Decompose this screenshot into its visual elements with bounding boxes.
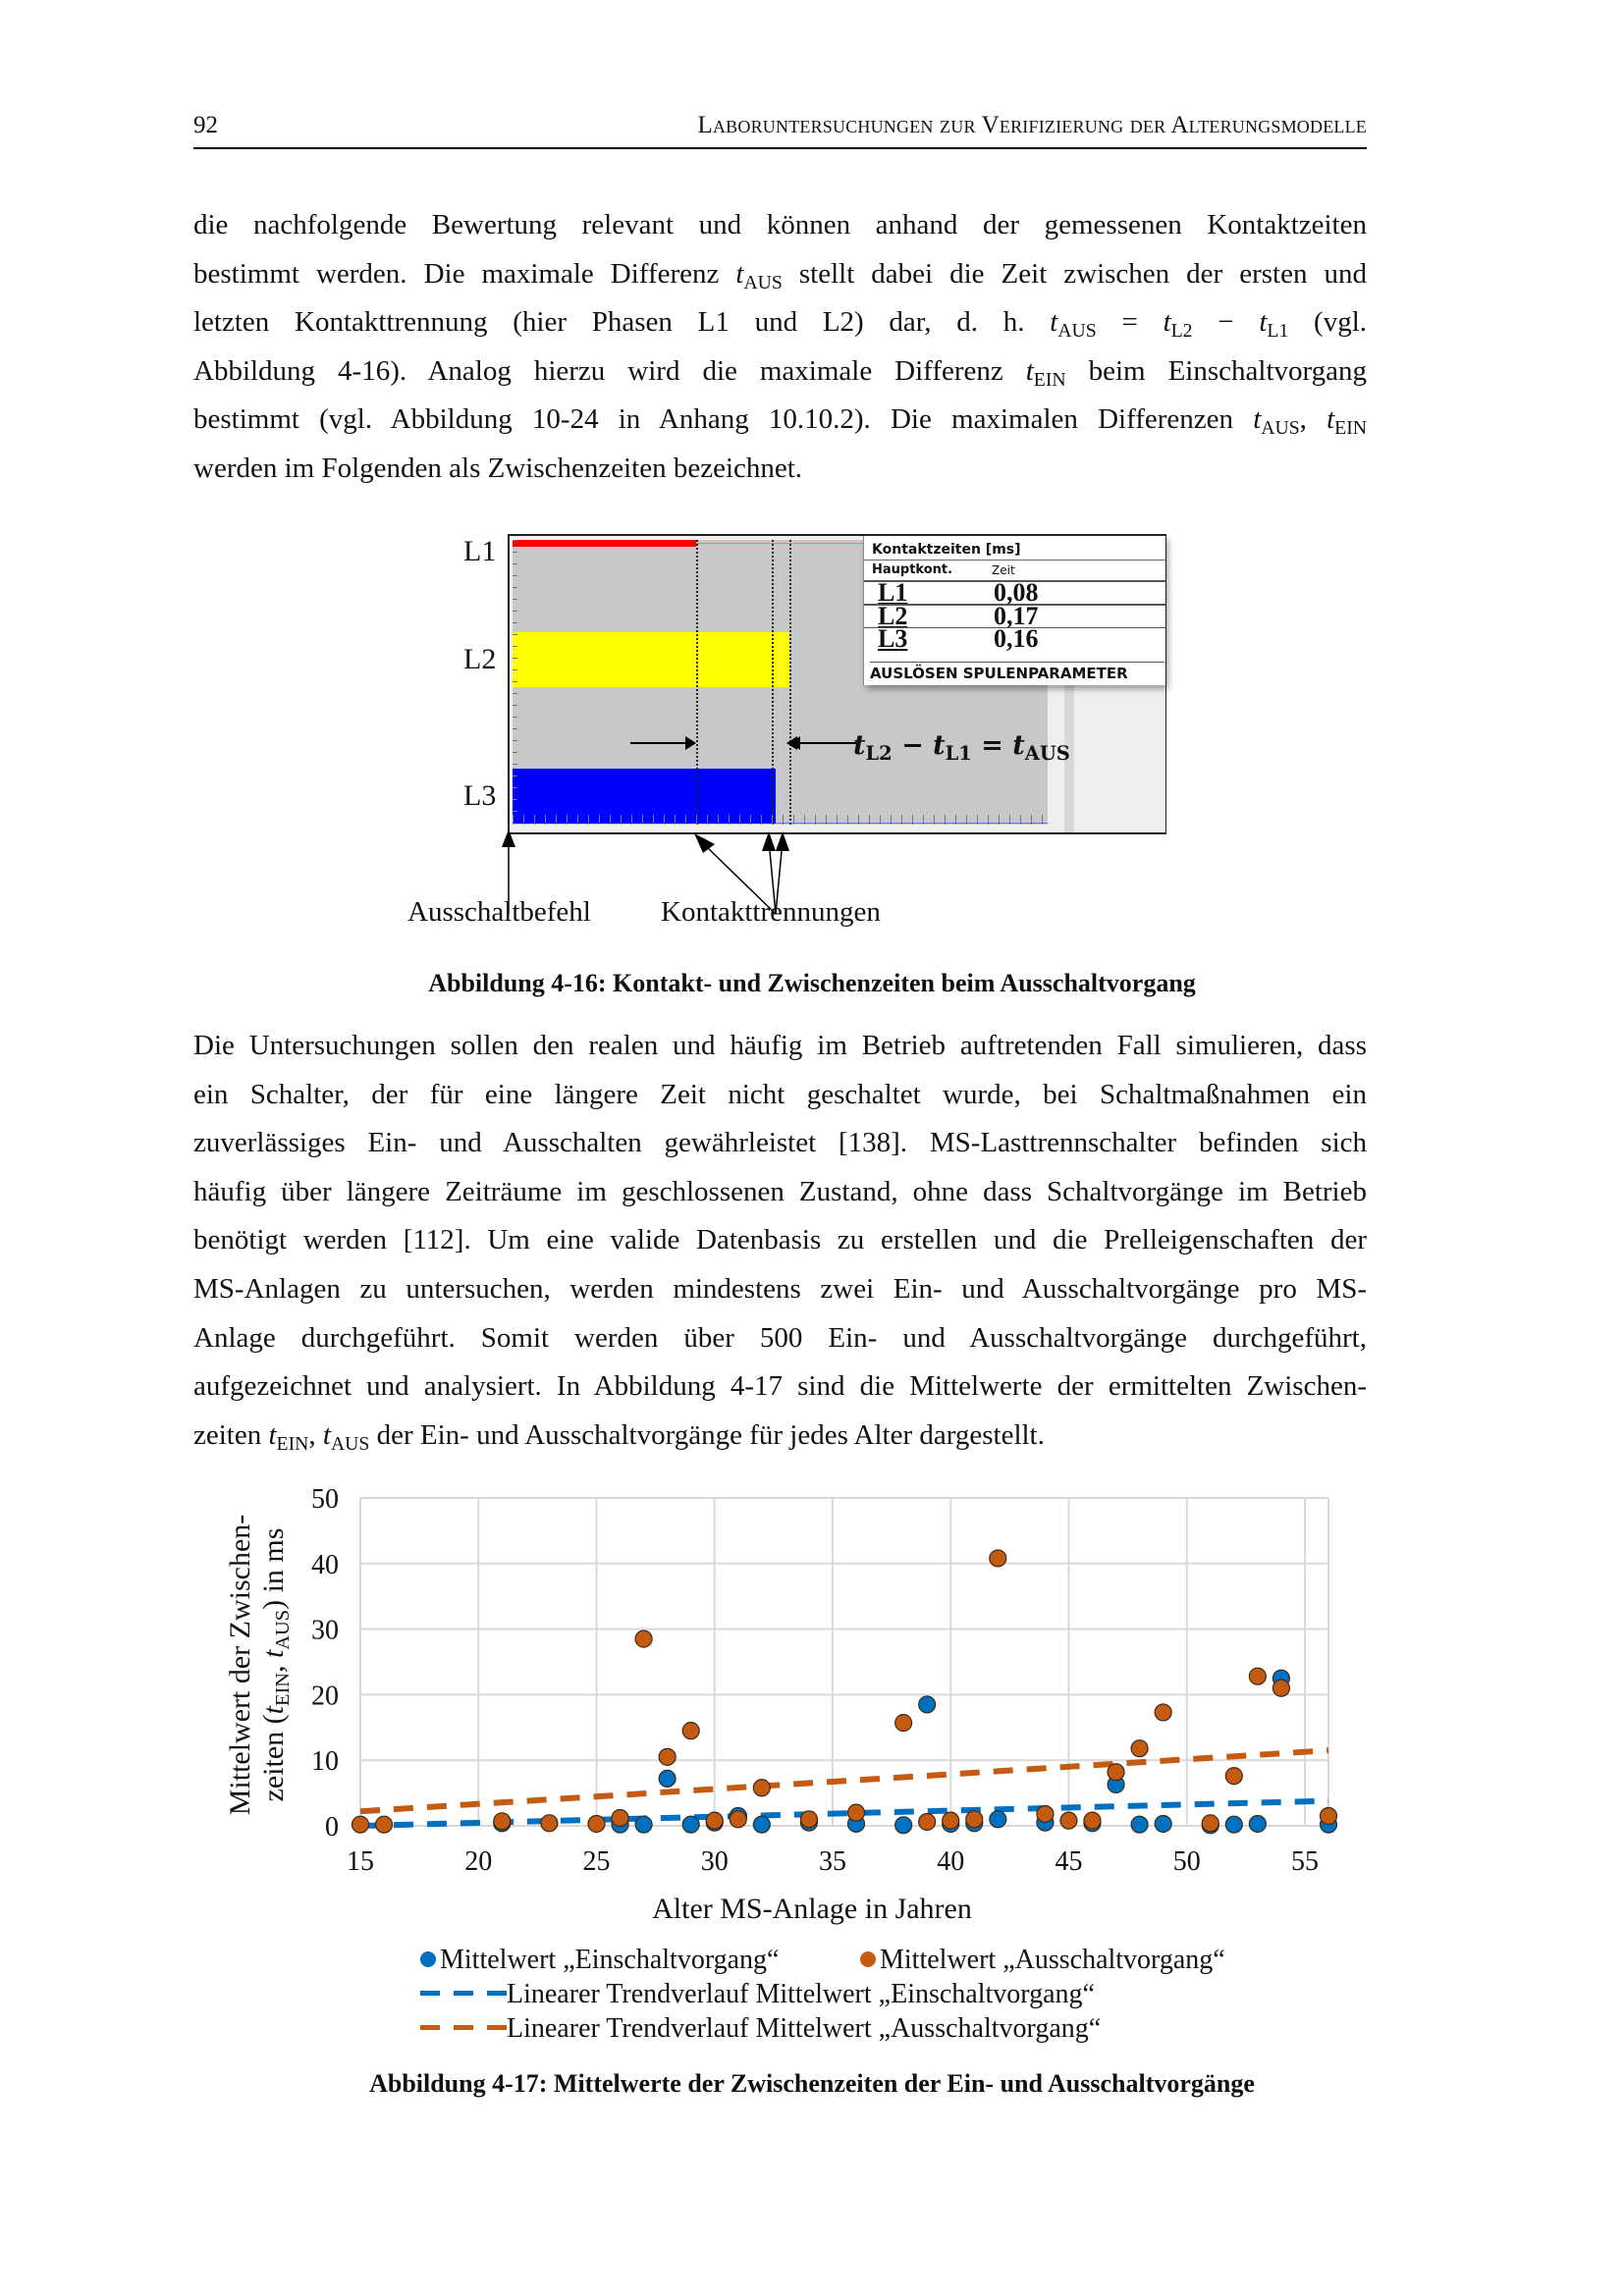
- text-line: benötigt werden [112]. Um eine valide Datenbasis zu erstellen und die Prelleigenschaften der: [193, 1224, 1367, 1256]
- svg-text:15: 15: [347, 1846, 374, 1877]
- text-line: aufgezeichnet und analysiert. In Abbildung 4-17 sind die Mittelwerte der ermittelten Zwischen-: [193, 1370, 1367, 1403]
- time-axis-ticks: [513, 815, 1048, 825]
- svg-text:50: 50: [1172, 1846, 1201, 1877]
- text-line: zuverlässiges Ein- und Ausschalten gewährleistet [138]. MS-Lasttrennschalter befinden sich: [193, 1127, 1367, 1159]
- x-axis-ticks: [347, 1846, 1319, 1877]
- figure-caption-4-16: Abbildung 4-16: Kontakt- und Zwischenzeiten beim Ausschaltvorgang: [428, 969, 1196, 997]
- text-line: letzten Kontakttrennung (hier Phasen L1 und L2) dar, d. h. $t_{AUS} = t_{L2} - t_{L1}$ (vgl.: [193, 306, 1367, 343]
- text-line: Abbildung 4-16). Analog hierzu wird die maximale Differenz $t_{EIN}$ beim Einschaltvorgang: [193, 354, 1368, 391]
- svg-text:25: 25: [582, 1846, 611, 1877]
- phase-label-l3: L3: [463, 779, 497, 812]
- text-line: werden im Folgenden als Zwischenzeiten bezeichnet.: [193, 452, 803, 484]
- table-rule: [864, 560, 1165, 561]
- text-line: zeiten $t_{EIN}$, $t_{AUS}$ der Ein- und Ausschaltvorgänge für jedes Alter dargestellt.: [193, 1418, 1045, 1455]
- contact-time-diagram: [508, 534, 1166, 834]
- svg-text:20: 20: [464, 1846, 493, 1877]
- left-axis-ticks: [513, 540, 517, 815]
- svg-text:30: 30: [311, 1615, 339, 1646]
- scatter-chart: [0, 1472, 1624, 1885]
- table-row: L1 0,08: [864, 580, 1165, 604]
- svg-text:0: 0: [325, 1812, 339, 1842]
- table-row: L3 0,16: [864, 627, 1165, 650]
- formula-t-aus: $t_{L2} - t_{L1} = t_{AUS}$: [853, 730, 1070, 765]
- legend-item-ein-points: Mittelwert „Einschaltvorgang“: [420, 1945, 780, 1976]
- svg-text:20: 20: [311, 1681, 339, 1712]
- orange-dot-icon: [860, 1951, 876, 1967]
- svg-text:50: 50: [311, 1484, 339, 1515]
- separation-line-l1: [696, 540, 698, 825]
- table-title: Kontaktzeiten [ms]: [872, 542, 1021, 558]
- annotation-kontakttrennungen: Kontakttrennungen: [661, 896, 881, 928]
- text-line: die nachfolgende Bewertung relevant und können anhand der gemessenen Kontaktzeiten: [193, 209, 1367, 240]
- text-line: bestimmt werden. Die maximale Differenz $t_{AUS}$ stellt dabei die Zeit zwischen der ersten und: [193, 257, 1367, 294]
- svg-text:30: 30: [700, 1846, 729, 1877]
- table-col-header: Zeit: [992, 563, 1015, 577]
- orange-dashed-line-icon: [420, 2025, 507, 2030]
- paragraph-1: [193, 201, 1367, 494]
- svg-text:10: 10: [311, 1746, 339, 1778]
- annotation-ausschaltbefehl: Ausschaltbefehl: [407, 896, 591, 928]
- l1-bar: [513, 540, 696, 547]
- separation-line-l3: [772, 540, 774, 825]
- blue-dashed-line-icon: [420, 1991, 507, 1996]
- data-points: [352, 1550, 1337, 1834]
- figure-caption-4-17: Abbildung 4-17: Mittelwerte der Zwischenzeiten der Ein- und Ausschaltvorgänge: [369, 2069, 1255, 2098]
- legend-item-aus-trend: Linearer Trendverlauf Mittelwert „Ausschaltvorgang“: [420, 2013, 1101, 2045]
- blue-dot-icon: [420, 1951, 436, 1967]
- phase-label-l1: L1: [463, 535, 497, 567]
- svg-text:40: 40: [311, 1549, 339, 1580]
- chart-grid: [360, 1498, 1328, 1826]
- running-title: Laboruntersuchungen zur Verifizierung der Alterungsmodelle: [697, 112, 1367, 138]
- separation-line-l2: [789, 540, 791, 825]
- paragraph-2: [193, 1022, 1367, 1460]
- text-line: häufig über längere Zeiträume im geschlossenen Zustand, ohne dass Schaltvorgänge im Betrieb: [193, 1175, 1367, 1207]
- table-col-header: Hauptkont.: [872, 562, 953, 577]
- svg-text:35: 35: [818, 1846, 846, 1877]
- text-line: MS-Anlagen zu untersuchen, werden mindestens zwei Ein- und Ausschaltvorgänge pro MS-: [193, 1272, 1367, 1305]
- interval-arrows-icon: [630, 731, 797, 755]
- y-axis-label: Mittelwert der Zwischen- zeiten ($t_{EIN}$, $t_{AUS}$) in ms: [224, 1514, 295, 1816]
- y-axis-ticks: [311, 1484, 339, 1842]
- text-line: ein Schalter, der für eine längere Zeit nicht geschaltet wurde, bei Schaltmaßnahmen ein: [193, 1078, 1367, 1110]
- legend-item-ein-trend: Linearer Trendverlauf Mittelwert „Einschaltvorgang“: [420, 1979, 1095, 2010]
- table-row: L2 0,17: [864, 604, 1165, 627]
- phase-label-l2: L2: [463, 643, 497, 675]
- text-line: Die Untersuchungen sollen den realen und häufig im Betrieb auftretenden Fall simulieren, dass: [193, 1030, 1367, 1061]
- svg-text:55: 55: [1290, 1846, 1319, 1877]
- l2-bar: [513, 632, 789, 687]
- svg-text:40: 40: [937, 1846, 965, 1877]
- legend-item-aus-points: Mittelwert „Ausschaltvorgang“: [860, 1945, 1225, 1976]
- svg-text:45: 45: [1055, 1846, 1083, 1877]
- header-rule: [193, 147, 1367, 149]
- table-footer: AUSLÖSEN SPULENPARAMETER: [870, 662, 1164, 682]
- contact-times-table: [863, 536, 1165, 685]
- text-line: Anlage durchgeführt. Somit werden über 500 Ein- und Ausschaltvorgänge durchgeführt,: [193, 1321, 1367, 1354]
- text-line: bestimmt (vgl. Abbildung 10-24 in Anhang 10.10.2). Die maximalen Differenzen $t_{AUS}$, $t_{EIN}$: [193, 403, 1367, 440]
- page-number: 92: [193, 112, 218, 138]
- x-axis-label: Alter MS-Anlage in Jahren: [652, 1893, 972, 1925]
